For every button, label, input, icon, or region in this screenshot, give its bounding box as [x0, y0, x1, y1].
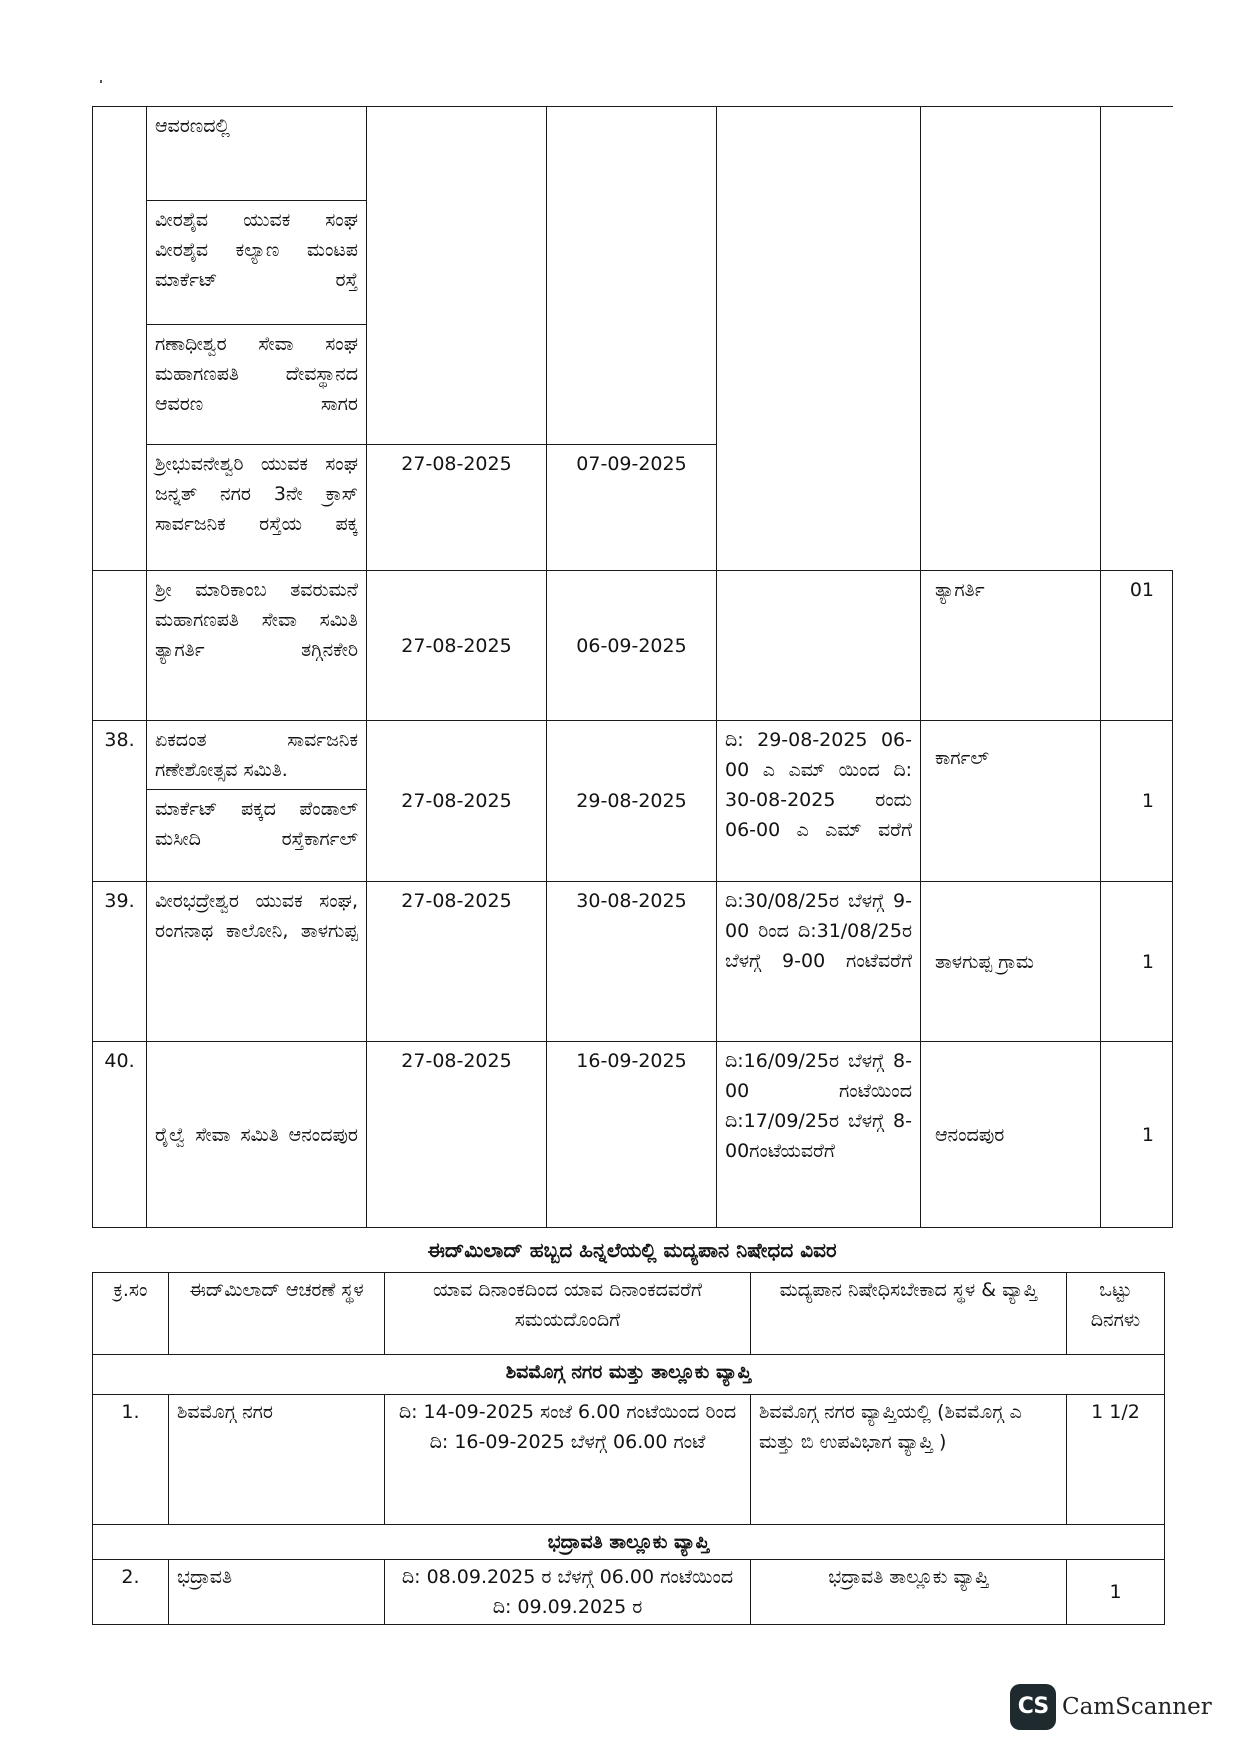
- sl-cell: 1.: [93, 1395, 169, 1525]
- place-cell: ತಾಳಗುಪ್ಪ ಗ್ರಾಮ: [921, 882, 1101, 1042]
- to-date-cell: 29-08-2025: [547, 721, 717, 882]
- days-cell: 01: [1101, 571, 1173, 721]
- to-date-cell: 07-09-2025: [547, 445, 717, 571]
- from-date-cell: 27-08-2025: [367, 882, 547, 1042]
- place-cell: ತ್ಯಾಗರ್ತಿ: [921, 571, 1101, 721]
- sl-cell: 40.: [93, 1042, 147, 1228]
- to-date-cell: 16-09-2025: [547, 1042, 717, 1228]
- from-date-cell: 27-08-2025: [367, 571, 547, 721]
- place-cell: [921, 107, 1101, 571]
- sl-cell: [93, 107, 147, 571]
- days-cell: 1: [1101, 721, 1173, 882]
- days-cell: [1101, 107, 1173, 571]
- event-cell: ರೈಲ್ವೆ ಸೇವಾ ಸಮಿತಿ ಆನಂದಪುರ: [147, 1042, 367, 1228]
- from-date-cell: 27-08-2025: [367, 721, 547, 882]
- camscanner-logo-icon: CS: [1010, 1684, 1056, 1730]
- time-cell: [717, 107, 921, 571]
- time-cell: ದಿ: 08.09.2025 ರ ಬೆಳಗ್ಗೆ 06.00 ಗಂಟೆಯಿಂದ ದಿ: 09.09.2025 ರ: [385, 1560, 751, 1625]
- time-cell: ದಿ:30/08/25ರ ಬೆಳಗ್ಗೆ 9-00 ರಿಂದ ದಿ:31/08/25ರ ಬೆಳಗ್ಗೆ 9-00 ಗಂಟೆವರೆಗೆ: [717, 882, 921, 1042]
- from-date-cell: 27-08-2025: [367, 445, 547, 571]
- header-area: ಮದ್ಯಪಾನ ನಿಷೇಧಿಸಬೇಕಾದ ಸ್ಥಳ & ವ್ಯಾಪ್ತಿ: [751, 1273, 1067, 1355]
- days-cell: 1: [1101, 882, 1173, 1042]
- table-row: [93, 571, 1173, 721]
- table-row: [93, 1560, 1165, 1625]
- place-cell: ಭದ್ರಾವತಿ: [169, 1560, 385, 1625]
- event-cell: ಆವರಣದಲ್ಲಿ: [147, 107, 367, 201]
- time-cell: ದಿ:16/09/25ರ ಬೆಳಗ್ಗೆ 8-00 ಗಂಟೆಯಿಂದ ದಿ:17/09/25ರ ಬೆಳಗ್ಗೆ 8-00ಗಂಟೆಯವರೆಗೆ: [717, 1042, 921, 1228]
- scan-speck: [100, 80, 102, 83]
- event-cell: ಗಣಾಧೀಶ್ವರ ಸೇವಾ ಸಂಘ ಮಹಾಗಣಪತಿ ದೇವಸ್ಥಾನದ ಆವರಣ ಸಾಗರ: [147, 325, 367, 445]
- table-row: [93, 882, 1173, 1042]
- event-cell: ವೀರಶೈವ ಯುವಕ ಸಂಘ ವೀರಶೈವ ಕಲ್ಯಾಣ ಮಂಟಪ ಮಾರ್ಕೆಟ್ ರಸ್ತೆ: [147, 201, 367, 325]
- camscanner-watermark: CamScanner: [1062, 1694, 1212, 1720]
- from-date-cell: 27-08-2025: [367, 1042, 547, 1228]
- event-cell: ಏಕದಂತ ಸಾರ್ವಜನಿಕ ಗಣೇಶೋತ್ಸವ ಸಮಿತಿ.: [147, 721, 367, 790]
- table-row: [93, 1395, 1165, 1525]
- festival-permission-table: [92, 106, 1173, 1228]
- header-row: [93, 1273, 1165, 1355]
- area-cell: ಶಿವಮೊಗ್ಗ ನಗರ ವ್ಯಾಪ್ತಿಯಲ್ಲಿ (ಶಿವಮೊಗ್ಗ ಎ ಮತ್ತು ಬಿ ಉಪವಿಭಾಗ ವ್ಯಾಪ್ತಿ ): [751, 1395, 1067, 1525]
- sl-cell: [93, 571, 147, 721]
- time-cell: [717, 571, 921, 721]
- event-cell: ಶ್ರೀ ಮಾರಿಕಾಂಬ ತವರುಮನೆ ಮಹಾಗಣಪತಿ ಸೇವಾ ಸಮಿತಿ ತ್ಯಾಗರ್ತಿ ತಗ್ಗಿನಕೇರಿ: [147, 571, 367, 721]
- place-cell: ಆನಂದಪುರ: [921, 1042, 1101, 1228]
- header-days: ಒಟ್ಟು ದಿನಗಳು: [1067, 1273, 1165, 1355]
- place-cell: ಕಾರ್ಗಲ್: [921, 721, 1101, 882]
- header-place: ಈದ್‌ಮಿಲಾದ್ ಆಚರಣೆ ಸ್ಥಳ: [169, 1273, 385, 1355]
- liquor-ban-table: [92, 1272, 1165, 1625]
- days-cell: 1 1/2: [1067, 1395, 1165, 1525]
- place-cell: ಶಿವಮೊಗ್ಗ ನಗರ: [169, 1395, 385, 1525]
- time-cell: ದಿ: 14-09-2025 ಸಂಜೆ 6.00 ಗಂಟೆಯಿಂದ ರಿಂದ ದಿ: 16-09-2025 ಬೆಳಗ್ಗೆ 06.00 ಗಂಟೆ: [385, 1395, 751, 1525]
- table-row: [93, 107, 1173, 201]
- table-row: [93, 721, 1173, 790]
- to-date-cell: 06-09-2025: [547, 571, 717, 721]
- time-cell: ದಿ: 29-08-2025 06-00 ಎ ಎಮ್ ಯಿಂದ ದಿ: 30-08-2025 ರಂದು 06-00 ಎ ಎಮ್ ವರೆಗೆ: [717, 721, 921, 882]
- header-time: ಯಾವ ದಿನಾಂಕದಿಂದ ಯಾವ ದಿನಾಂಕದವರೆಗೆ ಸಮಯದೊಂದಿಗೆ: [385, 1273, 751, 1355]
- area-cell: ಭದ್ರಾವತಿ ತಾಲ್ಲೂಕು ವ್ಯಾಪ್ತಿ: [751, 1560, 1067, 1625]
- section-heading: ಭದ್ರಾವತಿ ತಾಲ್ಲೂಕು ವ್ಯಾಪ್ತಿ: [93, 1525, 1165, 1560]
- section-title: ಈದ್‌ಮಿಲಾದ್ ಹಬ್ಬದ ಹಿನ್ನಲೆಯಲ್ಲಿ ಮದ್ಯಪಾನ ನಿಷೇಧದ ವಿವರ: [427, 1238, 837, 1262]
- to-date-cell: 30-08-2025: [547, 882, 717, 1042]
- to-date-cell: [547, 107, 717, 445]
- section-heading-row: [93, 1525, 1165, 1560]
- days-cell: 1: [1101, 1042, 1173, 1228]
- event-cell: ವೀರಭದ್ರೇಶ್ವರ ಯುವಕ ಸಂಘ, ರಂಗನಾಥ ಕಾಲೋನಿ, ತಾಳಗುಪ್ಪ: [147, 882, 367, 1042]
- section-heading-row: [93, 1355, 1165, 1395]
- section-heading: ಶಿವಮೊಗ್ಗ ನಗರ ಮತ್ತು ತಾಲ್ಲೂಕು ವ್ಯಾಪ್ತಿ: [93, 1355, 1165, 1395]
- event-cell: ಶ್ರೀಭುವನೇಶ್ವರಿ ಯುವಕ ಸಂಘ ಜನ್ನತ್ ನಗರ 3ನೇ ಕ್ರಾಸ್ ಸಾರ್ವಜನಿಕ ರಸ್ತೆಯ ಪಕ್ಕ: [147, 445, 367, 571]
- sl-cell: 38.: [93, 721, 147, 882]
- sl-cell: 2.: [93, 1560, 169, 1625]
- days-cell: 1: [1067, 1560, 1165, 1625]
- from-date-cell: [367, 107, 547, 445]
- table-row: [93, 1042, 1173, 1228]
- event-cell: ಮಾರ್ಕೆಟ್ ಪಕ್ಕದ ಪೆಂಡಾಲ್ ಮಸೀದಿ ರಸ್ತೆಕಾರ್ಗಲ್: [147, 790, 367, 882]
- sl-cell: 39.: [93, 882, 147, 1042]
- header-sl: ಕ್ರ.ಸಂ: [93, 1273, 169, 1355]
